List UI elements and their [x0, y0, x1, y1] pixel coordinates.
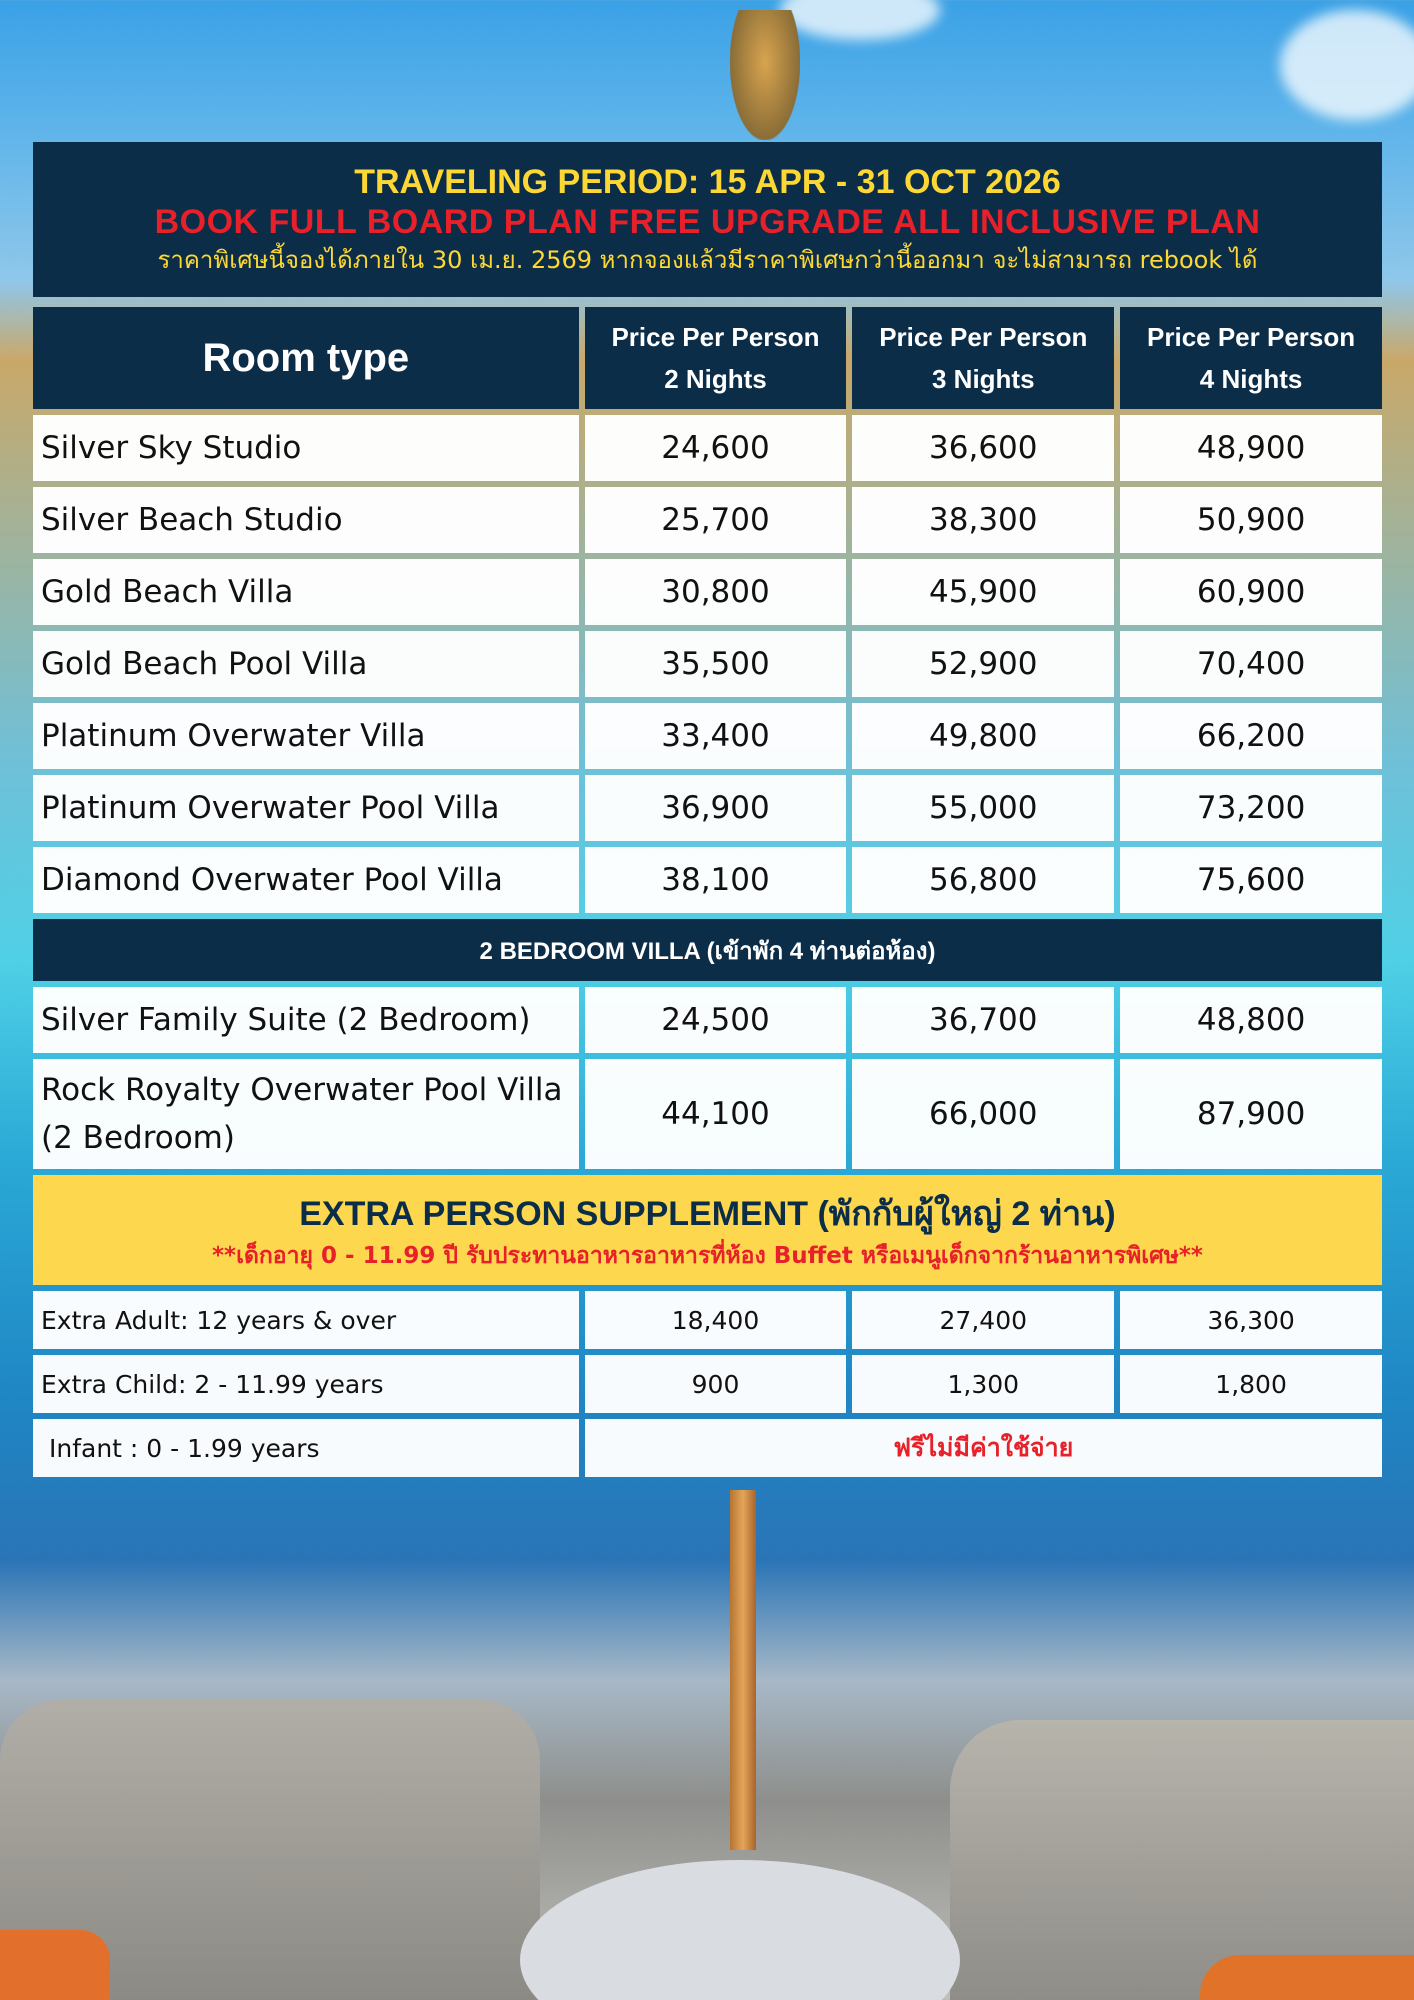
room-name: Platinum Overwater Pool Villa: [33, 775, 579, 841]
price-2-nights: 24,500: [585, 987, 847, 1053]
price-table: [27, 301, 1388, 1483]
price-3-nights: 56,800: [852, 847, 1114, 913]
room-name: Gold Beach Villa: [33, 559, 579, 625]
umbrella-top-decoration: [730, 10, 800, 140]
column-header-line: Price Per Person: [611, 322, 820, 352]
column-header-line: 4 Nights: [1199, 364, 1303, 394]
table-row: [33, 775, 1382, 841]
table-row: [33, 631, 1382, 697]
price-2-nights: 33,400: [585, 703, 847, 769]
price-3-nights: 36,700: [852, 987, 1114, 1053]
column-header-line: 2 Nights: [664, 364, 767, 394]
supplement-name: Extra Adult: 12 years & over: [33, 1291, 579, 1349]
table-row: [33, 1419, 1382, 1477]
column-header-2-nights: [585, 307, 847, 409]
side-table-decoration: [520, 1860, 960, 2000]
price-2-nights: 36,900: [585, 775, 847, 841]
price-3-nights: 1,300: [852, 1355, 1114, 1413]
column-header-room-type: Room type: [33, 307, 579, 409]
price-4-nights: 75,600: [1120, 847, 1382, 913]
price-4-nights: 60,900: [1120, 559, 1382, 625]
table-row: [33, 487, 1382, 553]
price-3-nights: 52,900: [852, 631, 1114, 697]
towel-decoration: [0, 1930, 110, 2000]
towel-decoration: [1200, 1955, 1414, 2000]
price-2-nights: 38,100: [585, 847, 847, 913]
column-header-4-nights: [1120, 307, 1382, 409]
table-row: [33, 1059, 1382, 1169]
room-name: Silver Beach Studio: [33, 487, 579, 553]
room-name: Silver Sky Studio: [33, 415, 579, 481]
price-3-nights: 38,300: [852, 487, 1114, 553]
price-2-nights: 24,600: [585, 415, 847, 481]
supplement-banner: [33, 1175, 1382, 1285]
column-header-line: 3 Nights: [931, 364, 1035, 394]
price-2-nights: 30,800: [585, 559, 847, 625]
supplement-title: EXTRA PERSON SUPPLEMENT (พักกับผู้ใหญ่ 2 ท่าน): [299, 1195, 1116, 1233]
supplement-note: **เด็กอายุ 0 - 11.99 ปี รับประทานอาหารอาหารที่ห้อง Buffet หรือเมนูเด็กจากร้านอาหารพิเศษ**: [212, 1243, 1203, 1269]
room-name: [33, 1059, 579, 1169]
price-4-nights: 1,800: [1120, 1355, 1382, 1413]
room-name: Gold Beach Pool Villa: [33, 631, 579, 697]
umbrella-pole-decoration: [730, 1490, 756, 1850]
room-name: Silver Family Suite (2 Bedroom): [33, 987, 579, 1053]
price-2-nights: 44,100: [585, 1059, 847, 1169]
price-2-nights: 18,400: [585, 1291, 847, 1349]
price-4-nights: 48,900: [1120, 415, 1382, 481]
booking-note: ราคาพิเศษนี้จองได้ภายใน 30 เม.ย. 2569 หากจองแล้วมีราคาพิเศษกว่านี้ออกมา จะไม่สามารถ rebook ได้: [157, 246, 1258, 274]
price-3-nights: 66,000: [852, 1059, 1114, 1169]
supplement-header-row: [33, 1175, 1382, 1285]
price-4-nights: 36,300: [1120, 1291, 1382, 1349]
column-header-line: Price Per Person: [1147, 322, 1356, 352]
room-name: Diamond Overwater Pool Villa: [33, 847, 579, 913]
table-header-row: [33, 307, 1382, 409]
promo-headline: BOOK FULL BOARD PLAN FREE UPGRADE ALL INCLUSIVE PLAN: [154, 203, 1261, 241]
header-banner: [33, 142, 1382, 297]
price-sheet: [33, 142, 1382, 1477]
cloud-decoration: [780, 0, 940, 40]
price-4-nights: 66,200: [1120, 703, 1382, 769]
price-3-nights: 49,800: [852, 703, 1114, 769]
table-row: [33, 847, 1382, 913]
supplement-name: Infant : 0 - 1.99 years: [33, 1419, 579, 1477]
two-bedroom-section-title: 2 BEDROOM VILLA (เข้าพัก 4 ท่านต่อห้อง): [33, 919, 1382, 981]
table-row: [33, 559, 1382, 625]
price-3-nights: 36,600: [852, 415, 1114, 481]
price-3-nights: 55,000: [852, 775, 1114, 841]
price-4-nights: 70,400: [1120, 631, 1382, 697]
column-header-line: Price Per Person: [879, 322, 1088, 352]
table-row: [33, 1291, 1382, 1349]
room-name: Platinum Overwater Villa: [33, 703, 579, 769]
infant-free-label: ฟรีไม่มีค่าใช้จ่าย: [585, 1419, 1382, 1477]
section-header-row: [33, 919, 1382, 981]
price-4-nights: 73,200: [1120, 775, 1382, 841]
traveling-period: TRAVELING PERIOD: 15 APR - 31 OCT 2026: [354, 163, 1061, 201]
price-4-nights: 48,800: [1120, 987, 1382, 1053]
table-row: [33, 703, 1382, 769]
price-2-nights: 35,500: [585, 631, 847, 697]
room-name-line: (2 Bedroom): [41, 1120, 235, 1156]
price-4-nights: 50,900: [1120, 487, 1382, 553]
table-row: [33, 1355, 1382, 1413]
cloud-decoration: [1280, 10, 1414, 120]
price-4-nights: 87,900: [1120, 1059, 1382, 1169]
price-3-nights: 27,400: [852, 1291, 1114, 1349]
column-header-3-nights: [852, 307, 1114, 409]
table-row: [33, 415, 1382, 481]
table-row: [33, 987, 1382, 1053]
price-3-nights: 45,900: [852, 559, 1114, 625]
price-2-nights: 25,700: [585, 487, 847, 553]
room-name-line: Rock Royalty Overwater Pool Villa: [41, 1072, 563, 1108]
supplement-name: Extra Child: 2 - 11.99 years: [33, 1355, 579, 1413]
price-2-nights: 900: [585, 1355, 847, 1413]
